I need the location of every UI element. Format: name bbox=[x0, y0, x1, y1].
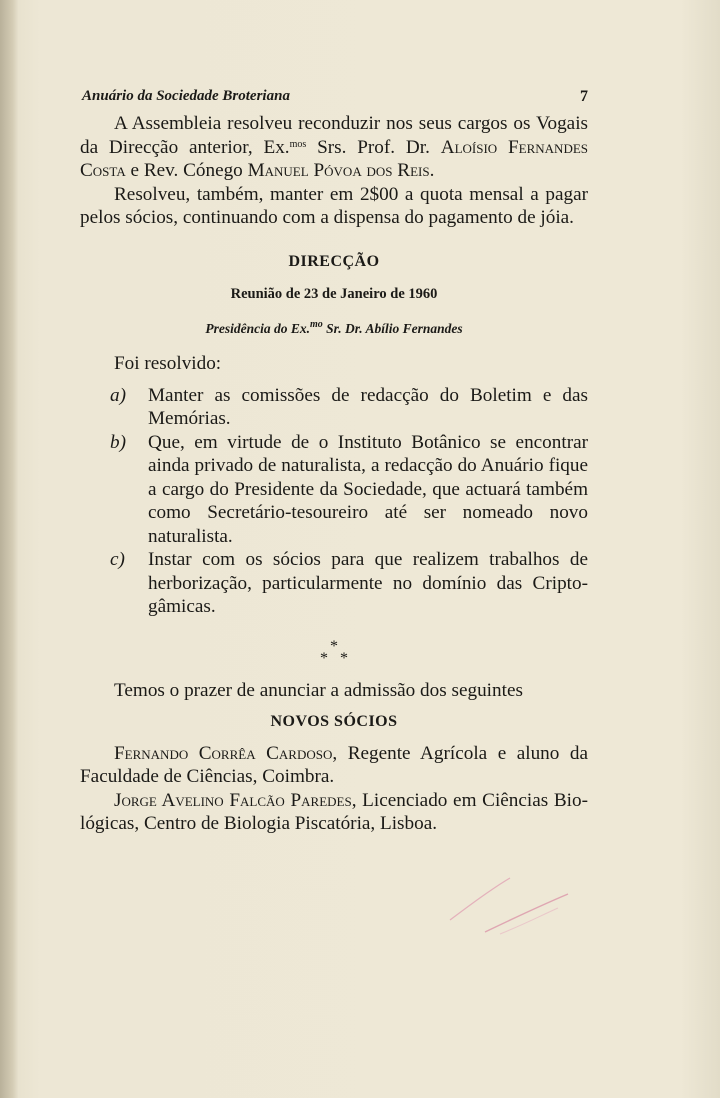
stray-pencil-mark bbox=[440, 850, 580, 940]
presidency-superscript: mo bbox=[310, 318, 323, 330]
assembly-paragraph bbox=[80, 112, 588, 183]
body-text bbox=[80, 112, 588, 836]
resolution-item-b bbox=[80, 431, 588, 549]
item-text: Manter as comissões de redacção do Boletim e das Memórias. bbox=[148, 384, 588, 429]
presidency-text-2: Sr. Dr. Abílio Fernandes bbox=[322, 320, 463, 336]
running-head bbox=[82, 88, 588, 105]
announcement-text: Temos o prazer de anunciar a admissão dos seguintes bbox=[114, 679, 523, 701]
section-heading-novos-socios: NOVOS SÓCIOS bbox=[270, 713, 398, 730]
member-name-manuel: Manuel Póvoa dos Reis bbox=[247, 160, 430, 181]
member-description: , Regente Agrícola e aluno da Faculdade de Ciências, Coimbra. bbox=[80, 742, 588, 787]
item-marker: a) bbox=[110, 384, 126, 406]
assembly-text-3: e Rev. Cónego bbox=[125, 160, 248, 181]
assembly-text-1: A Assembleia resolveu reconduzir nos seus cargos os Vogais da Direcção anterior, Ex. bbox=[80, 113, 588, 158]
journal-title: Anuário da Sociedade Broteriana bbox=[82, 88, 290, 104]
asterism-bottom: * * bbox=[320, 649, 348, 667]
member-name: Fernando Corrêa Cardoso bbox=[114, 742, 333, 764]
item-text: Instar com os sócios para que realizem trabalhos de herborização, particularmente no domínio das Cripto-gâmicas. bbox=[148, 549, 588, 617]
item-text: Que, em virtude de o Instituto Botânico se encontrar ainda privado de naturalista, a redacção do Anuário fique a cargo do Presidente da Sociedade, que actuará também como Secretário-tesoureiro até ser nomeado novo naturalista. bbox=[148, 431, 588, 547]
book-spine-shadow bbox=[0, 0, 18, 1098]
resolution-item-c bbox=[80, 548, 588, 619]
resolution-item-a bbox=[80, 384, 588, 431]
member-name: Jorge Avelino Falcão Paredes bbox=[114, 789, 352, 811]
presidency-line bbox=[80, 317, 588, 341]
assembly-end: . bbox=[429, 160, 435, 181]
quota-paragraph: Resolveu, também, manter em 2$00 a quota mensal a pagar pelos sócios, continuando com a dispensa do pagamento de jóia. bbox=[80, 183, 588, 228]
presidency-text-1: Presidência do Ex. bbox=[205, 320, 311, 336]
meeting-date: Reunião de 23 de Janeiro de 1960 bbox=[230, 286, 438, 302]
assembly-text-2: Srs. Prof. Dr. bbox=[306, 136, 441, 158]
item-marker: b) bbox=[110, 431, 126, 453]
member-name-aloisio: Aloísio Fernandes Costa bbox=[80, 136, 589, 181]
item-marker: c) bbox=[110, 549, 125, 570]
asterism-separator bbox=[80, 637, 588, 667]
member-description: , Licenciado em Ciências Bio-lógicas, Centro de Biologia Piscatória, Lisboa. bbox=[80, 789, 588, 834]
page-number: 7 bbox=[580, 88, 588, 105]
resolved-label: Foi resolvido: bbox=[114, 353, 222, 374]
asterism-top: * bbox=[330, 637, 338, 655]
new-member-fernando bbox=[80, 742, 588, 789]
new-member-jorge bbox=[80, 789, 588, 836]
section-heading-direccao: DIRECÇÃO bbox=[288, 252, 380, 270]
assembly-superscript: mos bbox=[289, 138, 307, 150]
